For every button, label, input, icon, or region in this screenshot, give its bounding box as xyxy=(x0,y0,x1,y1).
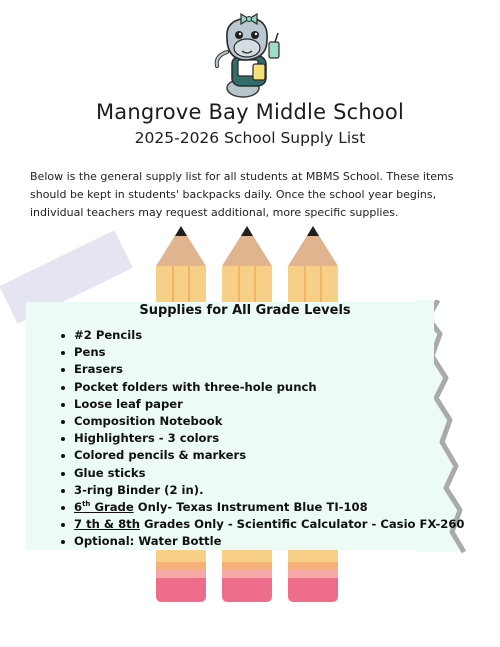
grade-7-8-detail: Grades Only - Scientific Calculator - Casio FX-260 xyxy=(139,517,465,532)
pencil-ends-decoration xyxy=(150,548,350,604)
list-item: Highlighters - 3 colors xyxy=(74,430,464,447)
pencil-tips-decoration xyxy=(150,224,350,306)
list-item: 3-ring Binder (2 in). xyxy=(74,482,464,499)
school-name: Mangrove Bay Middle School xyxy=(95,100,404,124)
list-item: Loose leaf paper xyxy=(74,396,464,413)
pencil-icon xyxy=(288,548,338,602)
list-item-grade-6 xyxy=(74,499,464,516)
pencil-icon xyxy=(222,226,272,306)
list-title: 2025-2026 School Supply List xyxy=(134,129,366,147)
pencil-icon xyxy=(222,548,272,602)
grade-6-label: 6th Grade xyxy=(74,499,134,514)
list-item: Composition Notebook xyxy=(74,413,464,430)
grade-7-8-label: 7 th & 8th xyxy=(74,517,140,532)
pencil-icon xyxy=(156,548,206,602)
list-item: Pens xyxy=(74,344,464,361)
list-item: Glue sticks xyxy=(74,465,464,482)
manatee-mascot-icon xyxy=(205,8,295,100)
pencil-icon xyxy=(156,226,206,306)
list-item-optional: Optional: Water Bottle xyxy=(74,533,464,550)
list-item: Pocket folders with three-hole punch xyxy=(74,379,464,396)
list-item-grade-7-8 xyxy=(74,516,464,533)
list-item: Erasers xyxy=(74,361,464,378)
grade-6-detail: Only- Texas Instrument Blue TI-108 xyxy=(133,499,368,514)
list-item: Colored pencils & markers xyxy=(74,447,464,464)
intro-paragraph: Below is the general supply list for all students at MBMS School. These items should be kept in students' backpacks daily. Once the school year begins, individual teachers may request additional, more specific supplies. xyxy=(30,170,454,219)
pencil-icon xyxy=(288,226,338,306)
supply-list xyxy=(74,327,464,550)
list-item: #2 Pencils xyxy=(74,327,464,344)
supplies-heading: Supplies for All Grade Levels xyxy=(139,303,351,318)
